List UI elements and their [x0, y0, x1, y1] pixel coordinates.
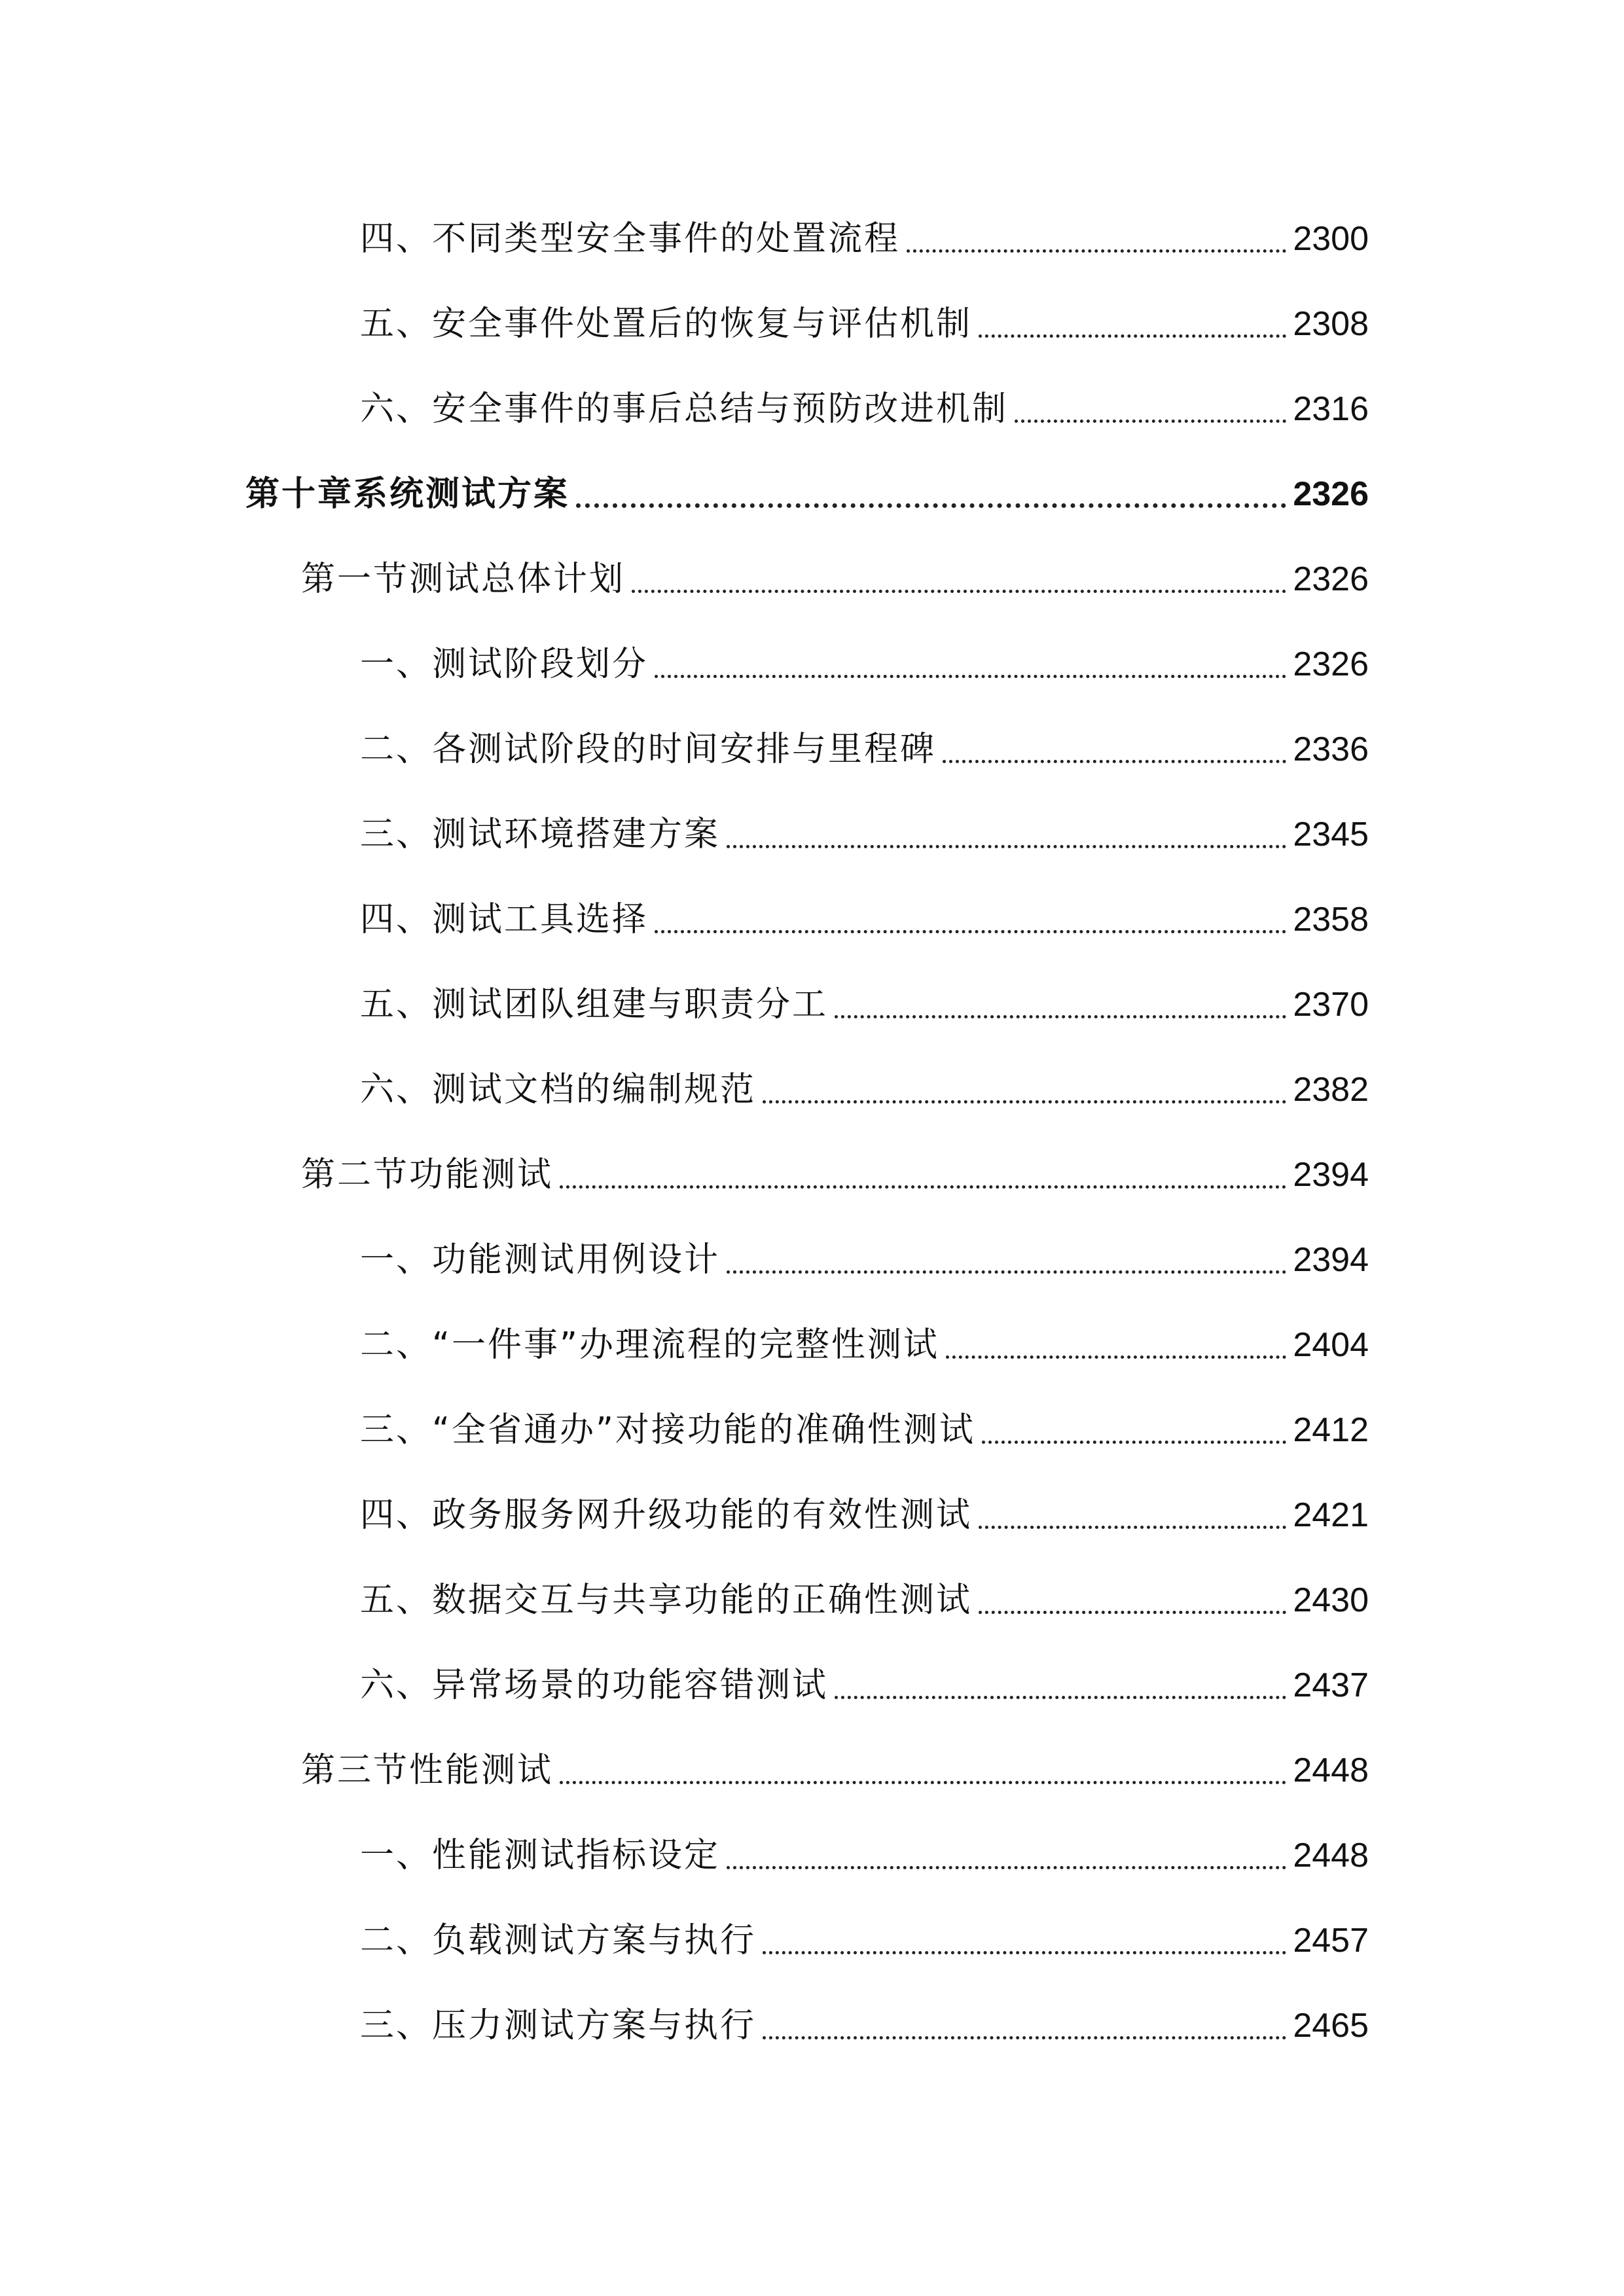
toc-section-entry[interactable] — [301, 1145, 1369, 1204]
toc-entry-title: 五、测试团队组建与职责分工 — [360, 985, 829, 1024]
toc-entry[interactable] — [360, 1656, 1369, 1715]
toc-entry[interactable] — [360, 975, 1369, 1034]
toc-dot-leader — [979, 334, 1286, 338]
toc-entry-title: 四、政务服务网升级功能的有效性测试 — [360, 1496, 973, 1535]
toc-entry-page: 2457 — [1293, 1922, 1369, 1960]
toc-entry-page: 2448 — [1293, 1837, 1369, 1874]
toc-entry[interactable] — [360, 1571, 1369, 1630]
toc-entry[interactable] — [360, 380, 1369, 439]
toc-entry[interactable] — [360, 1826, 1369, 1885]
toc-dot-leader — [835, 1015, 1286, 1018]
toc-dot-leader — [979, 1611, 1286, 1614]
toc-entry-page: 2326 — [1293, 475, 1369, 513]
toc-entry[interactable] — [360, 1911, 1369, 1970]
toc-entry[interactable] — [360, 1230, 1369, 1289]
toc-dot-leader — [979, 1526, 1286, 1529]
toc-entry-page: 2358 — [1293, 901, 1369, 939]
toc-dot-leader — [982, 1441, 1286, 1444]
toc-entry-title: 一、功能测试用例设计 — [360, 1240, 721, 1280]
toc-entry-page: 2421 — [1293, 1496, 1369, 1534]
toc-dot-leader — [632, 590, 1286, 593]
toc-entry[interactable] — [360, 1996, 1369, 2055]
toc-dot-leader — [727, 1270, 1286, 1274]
toc-entry-page: 2394 — [1293, 1156, 1369, 1194]
toc-entry-page: 2412 — [1293, 1411, 1369, 1449]
toc-dot-leader — [655, 930, 1286, 933]
toc-entry-title: 五、安全事件处置后的恢复与评估机制 — [360, 304, 973, 344]
toc-entry-title: 第十章系统测试方案 — [245, 475, 570, 514]
toc-entry[interactable] — [360, 295, 1369, 353]
toc-entry-title: 第二节功能测试 — [301, 1155, 554, 1194]
toc-entry-title: 五、数据交互与共享功能的正确性测试 — [360, 1581, 973, 1620]
toc-entry-title: 第一节测试总体计划 — [301, 560, 626, 599]
toc-entry[interactable] — [360, 1060, 1369, 1119]
toc-entry-title: 六、测试文档的编制规范 — [360, 1070, 757, 1109]
toc-dot-leader — [727, 1866, 1286, 1869]
toc-entry-title: 二、负载测试方案与执行 — [360, 1921, 757, 1960]
toc-entry-page: 2448 — [1293, 1751, 1369, 1789]
toc-dot-leader — [763, 1100, 1286, 1103]
toc-entry-page: 2437 — [1293, 1666, 1369, 1704]
toc-entry-page: 2326 — [1293, 560, 1369, 598]
toc-entry-page: 2345 — [1293, 816, 1369, 853]
toc-entry-page: 2404 — [1293, 1326, 1369, 1364]
toc-entry-page: 2382 — [1293, 1071, 1369, 1109]
toc-entry[interactable] — [360, 720, 1369, 779]
toc-dot-leader — [1015, 420, 1286, 423]
toc-chapter-entry[interactable] — [245, 465, 1369, 524]
toc-entry-page: 2465 — [1293, 2007, 1369, 2045]
toc-dot-leader — [655, 675, 1286, 678]
toc-dot-leader — [727, 845, 1286, 848]
toc-entry[interactable] — [360, 1316, 1369, 1374]
toc-entry[interactable] — [360, 635, 1369, 694]
toc-entry-title: 三、“全省通办”对接功能的准确性测试 — [360, 1410, 975, 1450]
toc-entry-title: 四、不同类型安全事件的处置流程 — [360, 219, 901, 259]
toc-dot-leader — [763, 2036, 1286, 2039]
toc-entry-title: 一、性能测试指标设定 — [360, 1836, 721, 1875]
toc-entry[interactable] — [360, 1486, 1369, 1545]
toc-entry-title: 第三节性能测试 — [301, 1751, 554, 1790]
toc-entry-title: 三、测试环境搭建方案 — [360, 815, 721, 854]
toc-section-entry[interactable] — [301, 550, 1369, 609]
toc-entry-page: 2430 — [1293, 1581, 1369, 1619]
toc-entry-page: 2326 — [1293, 645, 1369, 683]
toc-entry-page: 2308 — [1293, 305, 1369, 343]
toc-entry-page: 2300 — [1293, 220, 1369, 258]
toc-entry[interactable] — [360, 890, 1369, 949]
toc-entry[interactable] — [360, 209, 1369, 268]
toc-entry-page: 2370 — [1293, 986, 1369, 1024]
toc-dot-leader — [576, 503, 1286, 508]
toc-entry-title: 六、异常场景的功能容错测试 — [360, 1666, 829, 1705]
toc-entry-page: 2394 — [1293, 1241, 1369, 1279]
toc-dot-leader — [560, 1185, 1286, 1189]
toc-dot-leader — [946, 1355, 1286, 1359]
toc-dot-leader — [763, 1951, 1286, 1954]
toc-dot-leader — [560, 1781, 1286, 1784]
toc-entry[interactable] — [360, 805, 1369, 864]
toc-entry-page: 2316 — [1293, 390, 1369, 428]
toc-dot-leader — [835, 1696, 1286, 1699]
toc-dot-leader — [907, 249, 1286, 253]
toc-entry-title: 六、安全事件的事后总结与预防改进机制 — [360, 389, 1009, 429]
toc-entry-title: 四、测试工具选择 — [360, 900, 649, 939]
toc-entry-title: 一、测试阶段划分 — [360, 645, 649, 684]
toc-entry-title: 三、压力测试方案与执行 — [360, 2006, 757, 2045]
toc-section-entry[interactable] — [301, 1741, 1369, 1800]
toc-entry-title: 二、各测试阶段的时间安排与里程碑 — [360, 730, 937, 769]
toc-entry[interactable] — [360, 1401, 1369, 1460]
toc-entry-title: 二、“一件事”办理流程的完整性测试 — [360, 1325, 939, 1365]
toc-entry-page: 2336 — [1293, 730, 1369, 768]
toc-dot-leader — [943, 760, 1286, 763]
